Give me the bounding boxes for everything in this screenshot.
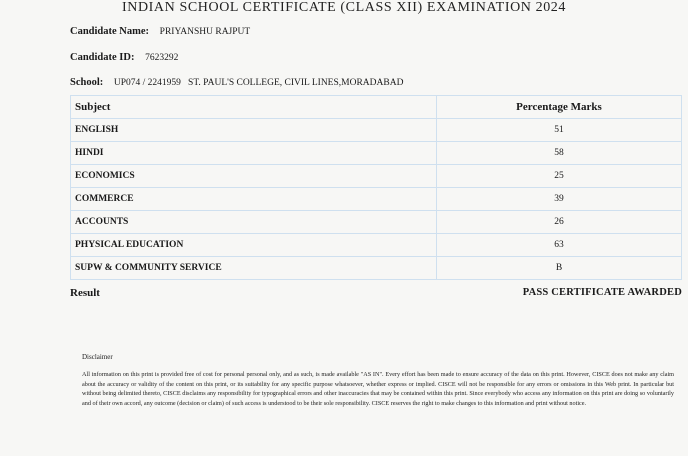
marks-cell: 39 — [437, 188, 682, 211]
subject-cell: COMMERCE — [71, 188, 437, 211]
table-row — [71, 119, 682, 142]
table-row — [71, 142, 682, 165]
school-row — [70, 77, 403, 88]
table-row — [71, 165, 682, 188]
table-row — [71, 188, 682, 211]
exam-title: INDIAN SCHOOL CERTIFICATE (CLASS XII) EXAMINATION 2024 — [121, 0, 567, 15]
subject-cell: HINDI — [71, 142, 437, 165]
marks-cell: 58 — [437, 142, 682, 165]
candidate-id-value: 7623292 — [145, 53, 179, 63]
table-row — [71, 211, 682, 234]
result-label: Result — [70, 287, 100, 299]
candidate-name-row — [70, 26, 250, 37]
candidate-id-label: Candidate ID: — [70, 52, 135, 63]
subject-cell: ECONOMICS — [71, 165, 437, 188]
table-row — [71, 257, 682, 280]
subject-cell: ENGLISH — [71, 119, 437, 142]
marks-table — [70, 95, 682, 280]
marks-table-header — [71, 96, 682, 119]
marks-cell: 51 — [437, 119, 682, 142]
marks-cell: 63 — [437, 234, 682, 257]
percentage-header: Percentage Marks — [437, 96, 682, 119]
marks-cell: 26 — [437, 211, 682, 234]
disclaimer-title: Disclaimer — [82, 353, 113, 361]
disclaimer-text: All information on this print is provided free of cost for personal personal only, and as such, is made available "AS IN". Every effort has been made to ensure accuracy of the data on this print. However, CISCE does not make any claim about the accuracy or validity of the content on this print, or its suitability for any specific purpose whatsoever, whether express or implied. CISCE will not be responsible for any errors or omissions in this Web print. In particular but without being delimited thereto, CISCE disclaims any responsibility for typographical errors and other inaccuracies that may be contained within this print. Since everybody who access any information on this print are doing so voluntarily and of their own accord, any outcome (decision or claim) of such access is understood to be their sole responsibility. CISCE reserves the right to make changes to this information and print without notice. — [82, 371, 674, 407]
table-row — [71, 234, 682, 257]
result-value: PASS CERTIFICATE AWARDED — [522, 287, 682, 298]
subject-cell: SUPW & COMMUNITY SERVICE — [71, 257, 437, 280]
subject-header: Subject — [71, 96, 437, 119]
subject-cell: ACCOUNTS — [71, 211, 437, 234]
marks-cell: 25 — [437, 165, 682, 188]
candidate-name-label: Candidate Name: — [70, 26, 150, 37]
candidate-name-value: PRIYANSHU RAJPUT — [159, 27, 251, 37]
school-value: UP074 / 2241959 ST. PAUL'S COLLEGE, CIVIL LINES,MORADABAD — [113, 78, 404, 88]
marks-cell: B — [437, 257, 682, 280]
subject-cell: PHYSICAL EDUCATION — [71, 234, 437, 257]
school-label: School: — [70, 77, 104, 88]
candidate-id-row — [70, 52, 178, 63]
